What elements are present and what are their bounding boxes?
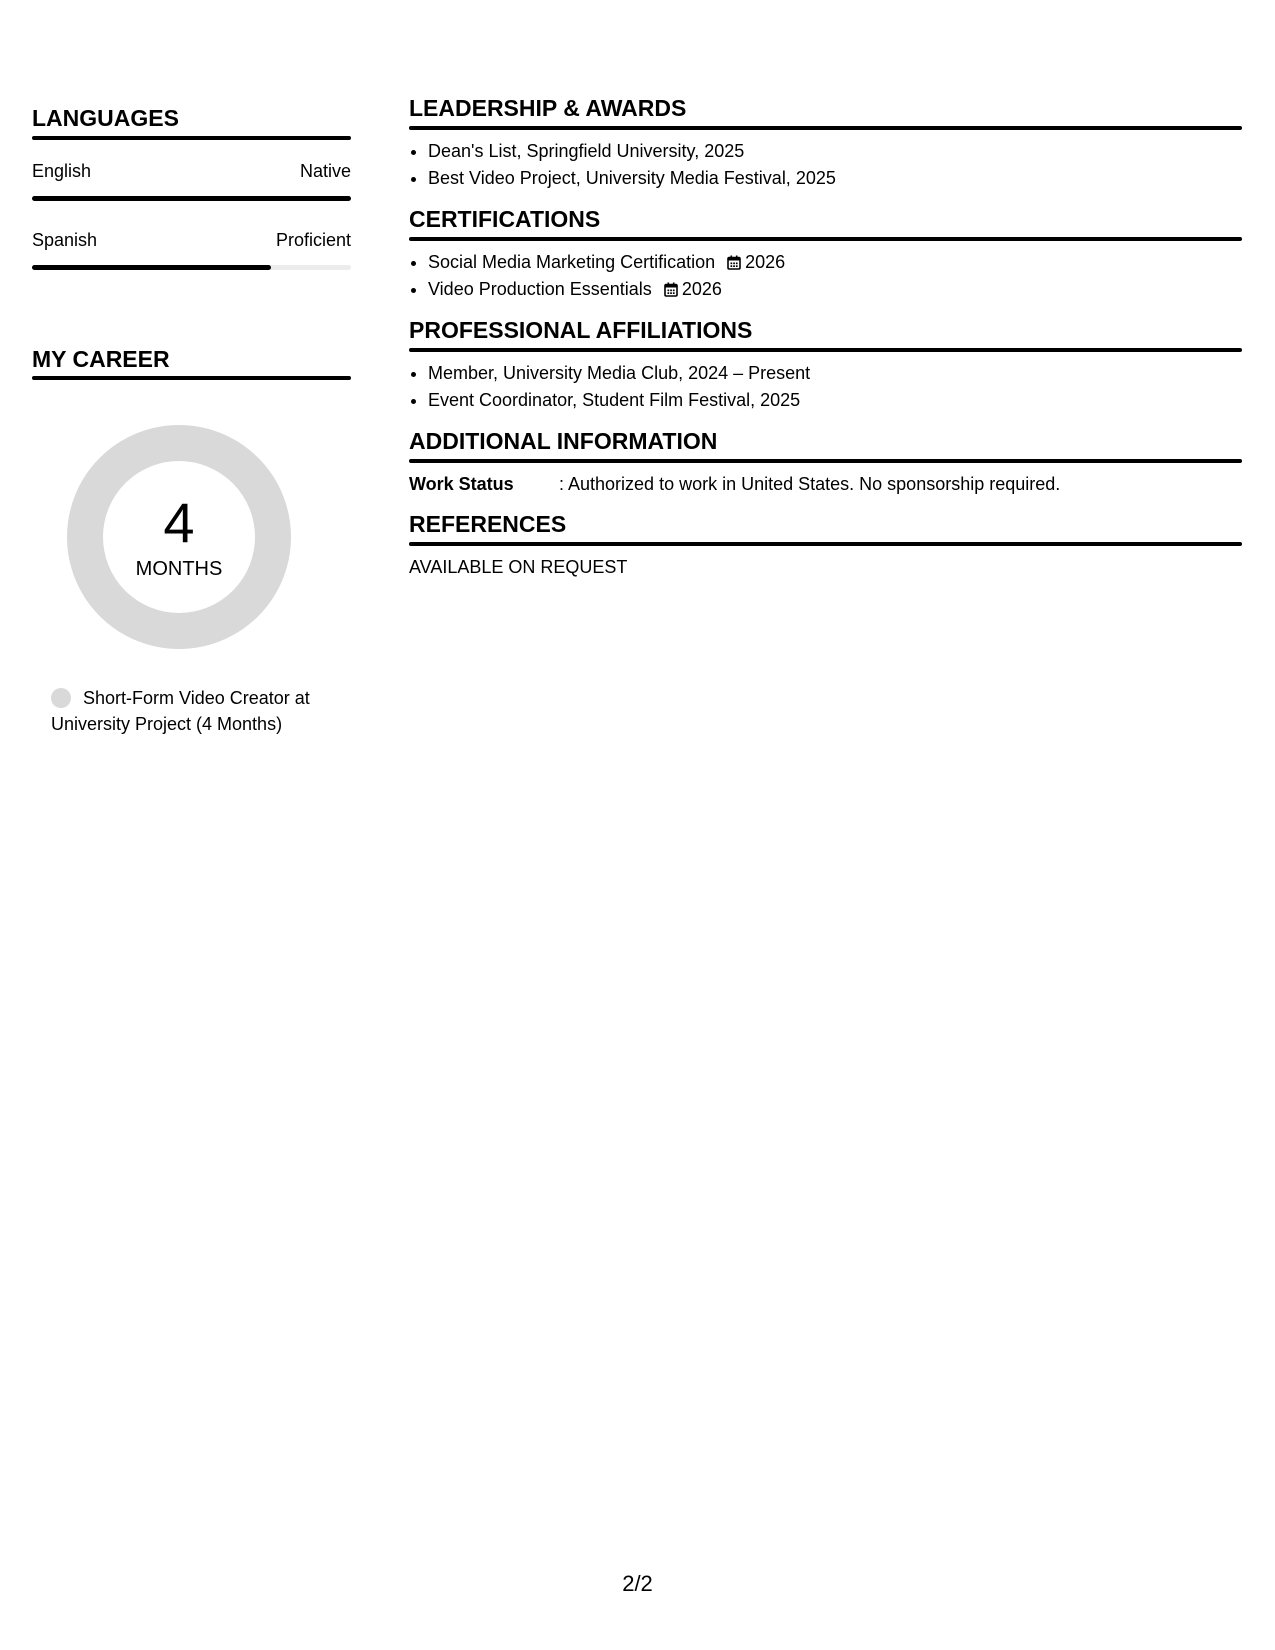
work-status-value: : Authorized to work in United States. No sponsorship required. <box>559 474 1061 494</box>
language-row-spanish <box>32 229 351 270</box>
work-status-label: Work Status <box>409 474 514 494</box>
page-number: 2/2 <box>622 1571 653 1596</box>
additional-info-section <box>409 427 1242 497</box>
language-proficiency-fill <box>32 196 351 201</box>
list-item: • Event Coordinator, Student Film Festival, 2025 <box>428 387 1242 414</box>
references-heading: REFERENCES <box>409 511 567 537</box>
list-item: • Dean's List, Springfield University, 2025 <box>428 138 1242 165</box>
legend-dot-icon <box>51 688 71 708</box>
certifications-divider <box>409 237 1242 241</box>
additional-info-divider <box>409 459 1242 463</box>
calendar-icon <box>664 282 678 297</box>
leadership-list <box>409 138 1242 192</box>
affiliations-list <box>409 360 1242 414</box>
language-level: Native <box>299 161 351 181</box>
affiliations-section <box>409 316 1242 414</box>
work-status-row <box>409 471 1242 497</box>
language-proficiency-bar <box>32 196 351 201</box>
career-total-unit: MONTHS <box>135 558 223 580</box>
languages-divider <box>32 136 351 140</box>
list-item <box>428 249 1242 276</box>
certifications-list <box>409 249 1242 303</box>
career-heading: MY CAREER <box>32 346 170 372</box>
certification-name: Video Production Essentials <box>428 279 652 299</box>
references-section <box>409 510 1242 580</box>
career-divider <box>32 376 351 380</box>
affiliations-divider <box>409 348 1242 352</box>
leadership-heading: LEADERSHIP & AWARDS <box>409 95 687 121</box>
language-row-english <box>32 160 351 201</box>
references-divider <box>409 542 1242 546</box>
career-donut-chart <box>67 425 291 649</box>
languages-heading: LANGUAGES <box>32 105 179 131</box>
language-proficiency-bar <box>32 265 351 270</box>
leadership-divider <box>409 126 1242 130</box>
certification-year: 2026 <box>681 279 722 299</box>
list-item: • Best Video Project, University Media Festival, 2025 <box>428 165 1242 192</box>
career-total-value: 4 <box>163 491 195 554</box>
language-proficiency-fill <box>32 265 271 270</box>
references-text: AVAILABLE ON REQUEST <box>409 557 628 577</box>
certifications-section <box>409 205 1242 303</box>
certifications-heading: CERTIFICATIONS <box>409 206 601 232</box>
language-name: Spanish <box>32 230 98 250</box>
certification-year: 2026 <box>745 252 786 272</box>
certification-name: Social Media Marketing Certification <box>428 252 716 272</box>
calendar-icon <box>727 255 741 270</box>
affiliations-heading: PROFESSIONAL AFFILIATIONS <box>409 317 753 343</box>
list-item <box>428 276 1242 303</box>
additional-info-heading: ADDITIONAL INFORMATION <box>409 428 718 454</box>
career-legend-text: Short-Form Video Creator at University Project (4 Months) <box>51 688 310 734</box>
language-name: English <box>32 161 92 181</box>
leadership-section <box>409 94 1242 192</box>
list-item: • Member, University Media Club, 2024 – Present <box>428 360 1242 387</box>
language-level: Proficient <box>275 230 351 250</box>
career-legend-item <box>51 685 351 737</box>
